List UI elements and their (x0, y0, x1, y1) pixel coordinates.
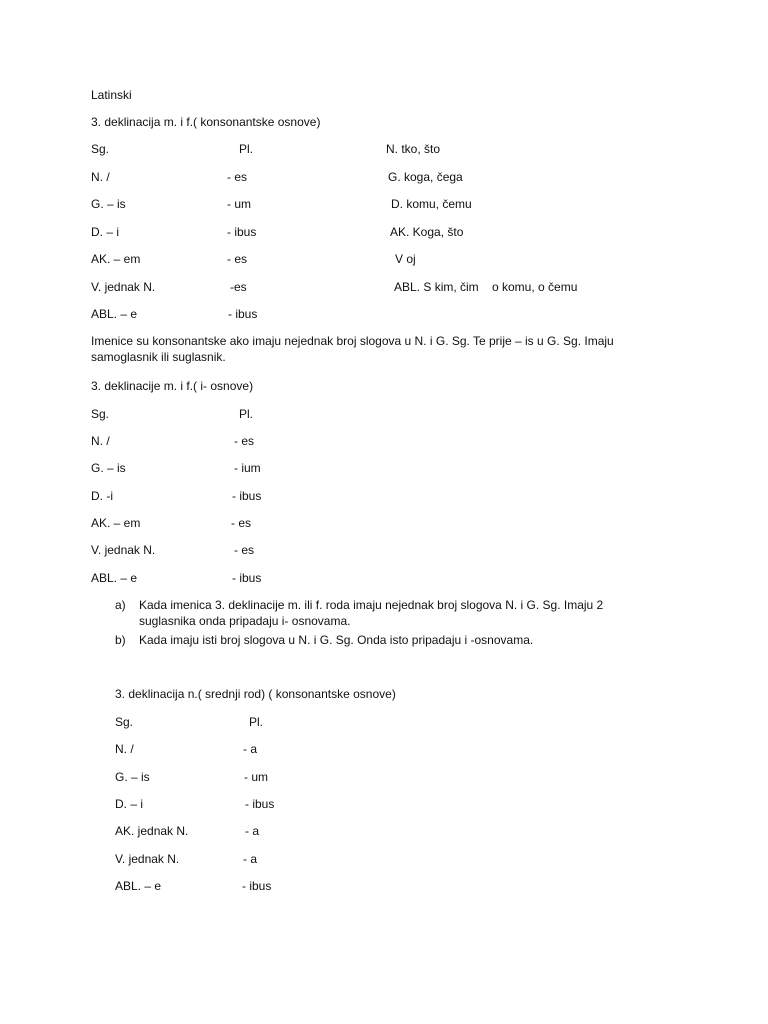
section-1-sg-cell: N. / (91, 170, 110, 184)
section-3-pl-cell: - ibus (242, 879, 272, 893)
section-1-sg-cell: G. – is (91, 197, 126, 211)
section-3-pl-cell: - um (244, 770, 268, 784)
section-3-heading: 3. deklinacija n.( srednji rod) ( konsonantske osnove) (115, 687, 396, 701)
section-1-heading: 3. deklinacija m. i f.( konsonantske osnove) (91, 115, 321, 129)
section-1-note: N. tko, što (386, 142, 441, 156)
section-2-pl-cell: - ium (234, 461, 261, 475)
section-2-pl-cell: - ibus (232, 489, 262, 503)
section-2-pl-cell: - ibus (232, 571, 262, 585)
section-3-sg-cell: N. / (115, 742, 134, 756)
section-1-pl-cell: - ibus (227, 225, 257, 239)
section-1-note: ABL. S kim, čim (394, 280, 479, 294)
section-1-note: AK. Koga, što (390, 225, 464, 239)
section-2-sg-cell: G. – is (91, 461, 126, 475)
section-3-sg-cell: AK. jednak N. (115, 824, 189, 838)
section-1-note: G. koga, čega (388, 170, 463, 184)
section-2-sg-cell: V. jednak N. (91, 543, 156, 557)
section-3-pl-header: Pl. (249, 715, 264, 729)
section-1-note: o komu, o čemu (492, 280, 578, 294)
explanation-paragraph: Imenice su konsonantske ako imaju nejednak broj slogova u N. i G. Sg. Te prije – is u G. Sg. Imaju samoglasnik ili suglasnik. (91, 334, 614, 364)
section-1-sg-cell: V. jednak N. (91, 280, 156, 294)
section-2-sg-cell: AK. – em (91, 516, 141, 530)
section-1-sg-header: Sg. (91, 142, 110, 156)
section-3-sg-header: Sg. (115, 715, 134, 729)
list-marker: b) (115, 633, 126, 647)
section-3-pl-cell: - ibus (245, 797, 275, 811)
section-1-sg-cell: D. – i (91, 225, 120, 239)
section-1-pl-cell: - es (227, 170, 248, 184)
section-1-sg-cell: AK. – em (91, 252, 141, 266)
section-2-pl-cell: - es (234, 434, 255, 448)
list-item: Kada imenica 3. deklinacije m. ili f. roda imaju nejednak broj slogova N. i G. Sg. Imaju 2 suglasnika onda pripadaju i- osnovama. (139, 598, 604, 628)
section-2-sg-header: Sg. (91, 407, 110, 421)
list-marker: a) (115, 598, 126, 612)
section-1-pl-cell: - ibus (228, 307, 258, 321)
section-3-pl-cell: - a (243, 742, 258, 756)
section-1-pl-header: Pl. (239, 142, 254, 156)
section-2-pl-cell: - es (231, 516, 252, 530)
section-2-pl-cell: - es (234, 543, 255, 557)
section-3-sg-cell: ABL. – e (115, 879, 162, 893)
section-2-heading: 3. deklinacije m. i f.( i- osnove) (91, 379, 254, 393)
document-title: Latinski (91, 88, 132, 102)
section-1-pl-cell: - um (227, 197, 251, 211)
section-2-sg-cell: N. / (91, 434, 110, 448)
section-3-pl-cell: - a (245, 824, 260, 838)
section-3-sg-cell: V. jednak N. (115, 852, 180, 866)
section-3-sg-cell: G. – is (115, 770, 150, 784)
section-1-note: D. komu, čemu (391, 197, 472, 211)
section-1-pl-cell: - es (227, 252, 248, 266)
section-1-note: V oj (395, 252, 416, 266)
section-2-sg-cell: D. -i (91, 489, 113, 503)
section-1-sg-cell: ABL. – e (91, 307, 138, 321)
list-item: Kada imaju isti broj slogova u N. i G. Sg. Onda isto pripadaju i -osnovama. (139, 633, 534, 647)
section-2-sg-cell: ABL. – e (91, 571, 138, 585)
section-1-pl-cell: -es (230, 280, 247, 294)
section-3-pl-cell: - a (243, 852, 258, 866)
section-3-sg-cell: D. – i (115, 797, 144, 811)
section-2-pl-header: Pl. (239, 407, 254, 421)
